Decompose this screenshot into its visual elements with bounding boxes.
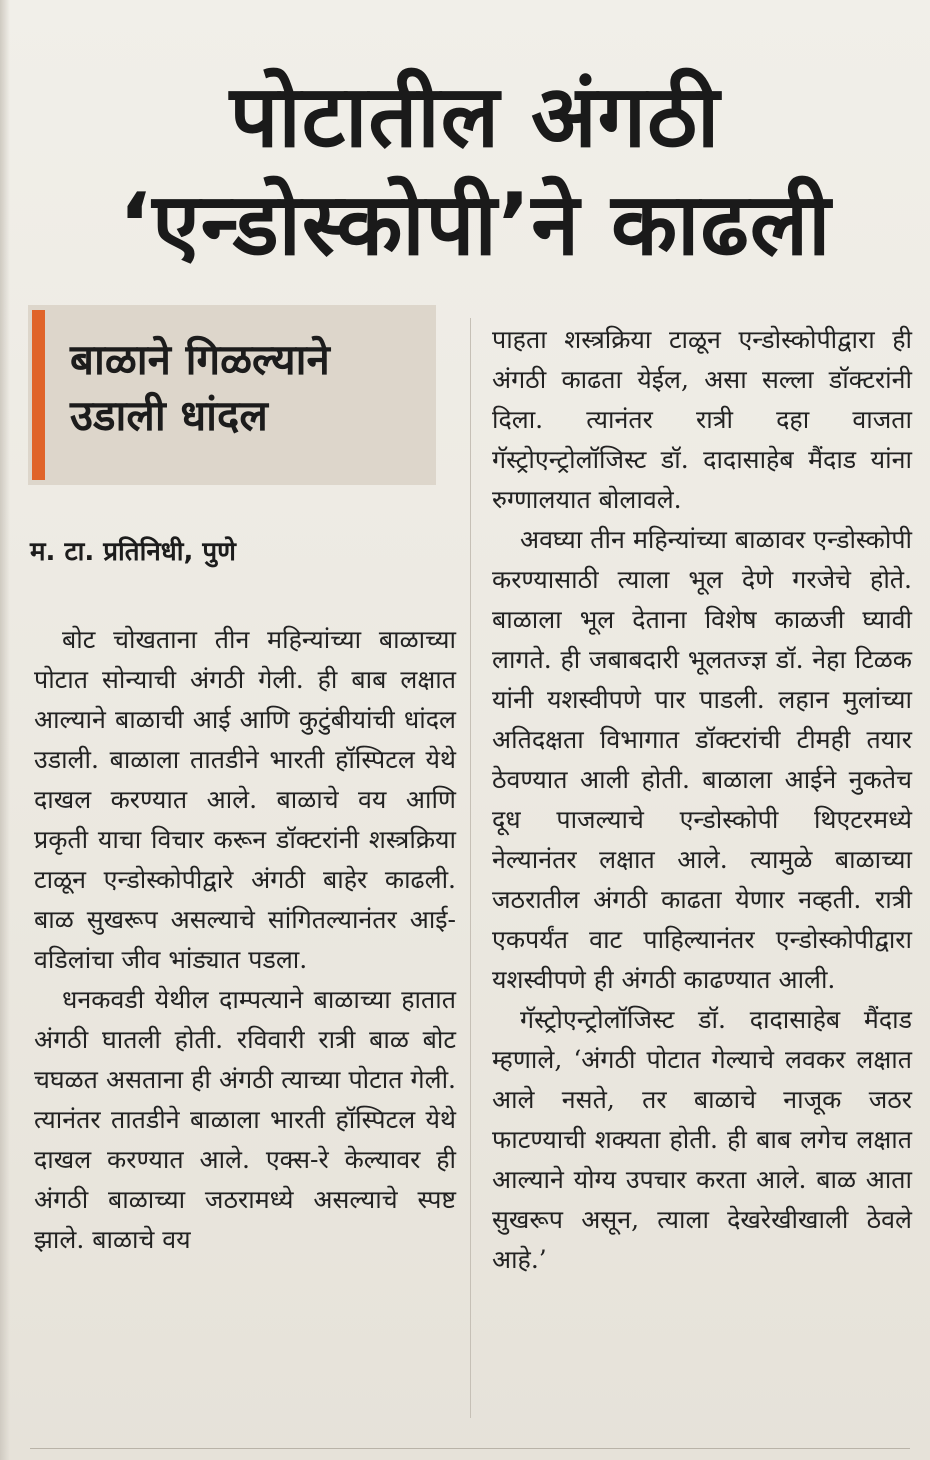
headline-line-2: ‘एन्डोस्कोपी’ने काढली: [118, 175, 832, 275]
page-edge-shadow: [0, 0, 10, 1460]
right-paragraph-2: अवघ्या तीन महिन्यांच्या बाळावर एन्डोस्कोपी करण्यासाठी त्याला भूल देणे गरजेचे होते. बाळाला भूल देताना विशेष काळजी घ्यावी लागते. ही जबाबदारी भूलतज्ज्ञ डॉ. नेहा टिळक यांनी यशस्वीपणे पार पाडली. लहान मुलांच्या अतिदक्षता विभागात डॉक्टरांची टीमही तयार ठेवण्यात आली होती. बाळाला आईने नुकतेच दूध पाजल्याचे एन्डोस्कोपी थिएटरमध्ये नेल्यानंतर लक्षात आले. त्यामुळे बाळाच्या जठरातील अंगठी काढता येणार नव्हती. रात्री एकपर्यंत वाट पाहिल्यानंतर एन्डोस्कोपीद्वारा यशस्वीपणे ही अंगठी काढण्यात आली.: [492, 525, 912, 994]
headline-line-1: पोटातील अंगठी: [229, 67, 721, 167]
column-divider: [470, 318, 471, 1418]
right-paragraph-3: गॅस्ट्रोएन्ट्रोलॉजिस्ट डॉ. दादासाहेब मैंदाड म्हणाले, ‘अंगठी पोटात गेल्याचे लवकर लक्षात आले नसते, तर बाळाचे नाजूक जठर फाटण्याची शक्यता होती. ही बाब लगेच लक्षात आल्याने योग्य उपचार करता आले. बाळ आता सुखरूप असून, त्याला देखरेखीखाली ठेवले आहे.’: [492, 1005, 912, 1274]
left-column: [34, 620, 456, 1260]
subheading: [70, 332, 430, 444]
right-column: [492, 320, 912, 1280]
left-paragraph-1: बोट चोखताना तीन महिन्यांच्या बाळाच्या पोटात सोन्याची अंगठी गेली. ही बाब लक्षात आल्याने बाळाची आई आणि कुटुंबीयांची धांदल उडाली. बाळाला तातडीने भारती हॉस्पिटल येथे दाखल करण्यात आले. बाळाचे वय आणि प्रकृती याचा विचार करून डॉक्टरांनी शस्त्रक्रिया टाळून एन्डोस्कोपीद्वारे अंगठी बाहेर काढली. बाळ सुखरूप असल्याचे सांगितल्यानंतर आई-वडिलांचा जीव भांड्यात पडला.: [34, 625, 456, 974]
bottom-rule: [30, 1448, 910, 1449]
subheading-line-2: उडाली धांदल: [70, 391, 268, 440]
byline: म. टा. प्रतिनिधी, पुणे: [30, 537, 236, 567]
right-paragraph-1: पाहता शस्त्रक्रिया टाळून एन्डोस्कोपीद्वारा ही अंगठी काढता येईल, असा सल्ला डॉक्टरांनी दिला. त्यानंतर रात्री दहा वाजता गॅस्ट्रोएन्ट्रोलॉजिस्ट डॉ. दादासाहेब मैंदाड यांना रुग्णालयात बोलावले.: [492, 325, 912, 514]
left-paragraph-2: धनकवडी येथील दाम्पत्याने बाळाच्या हातात अंगठी घातली होती. रविवारी रात्री बाळ बोट चघळत असताना ही अंगठी त्याच्या पोटात गेली. त्यानंतर तातडीने बाळाला भारती हॉस्पिटल येथे दाखल करण्यात आले. एक्स-रे केल्यावर ही अंगठी बाळाच्या जठरामध्ये असल्याचे स्पष्ट झाले. बाळाचे वय: [34, 985, 456, 1254]
subheading-line-1: बाळाने गिळल्याने: [70, 335, 330, 384]
subheading-accent-bar: [32, 310, 45, 480]
